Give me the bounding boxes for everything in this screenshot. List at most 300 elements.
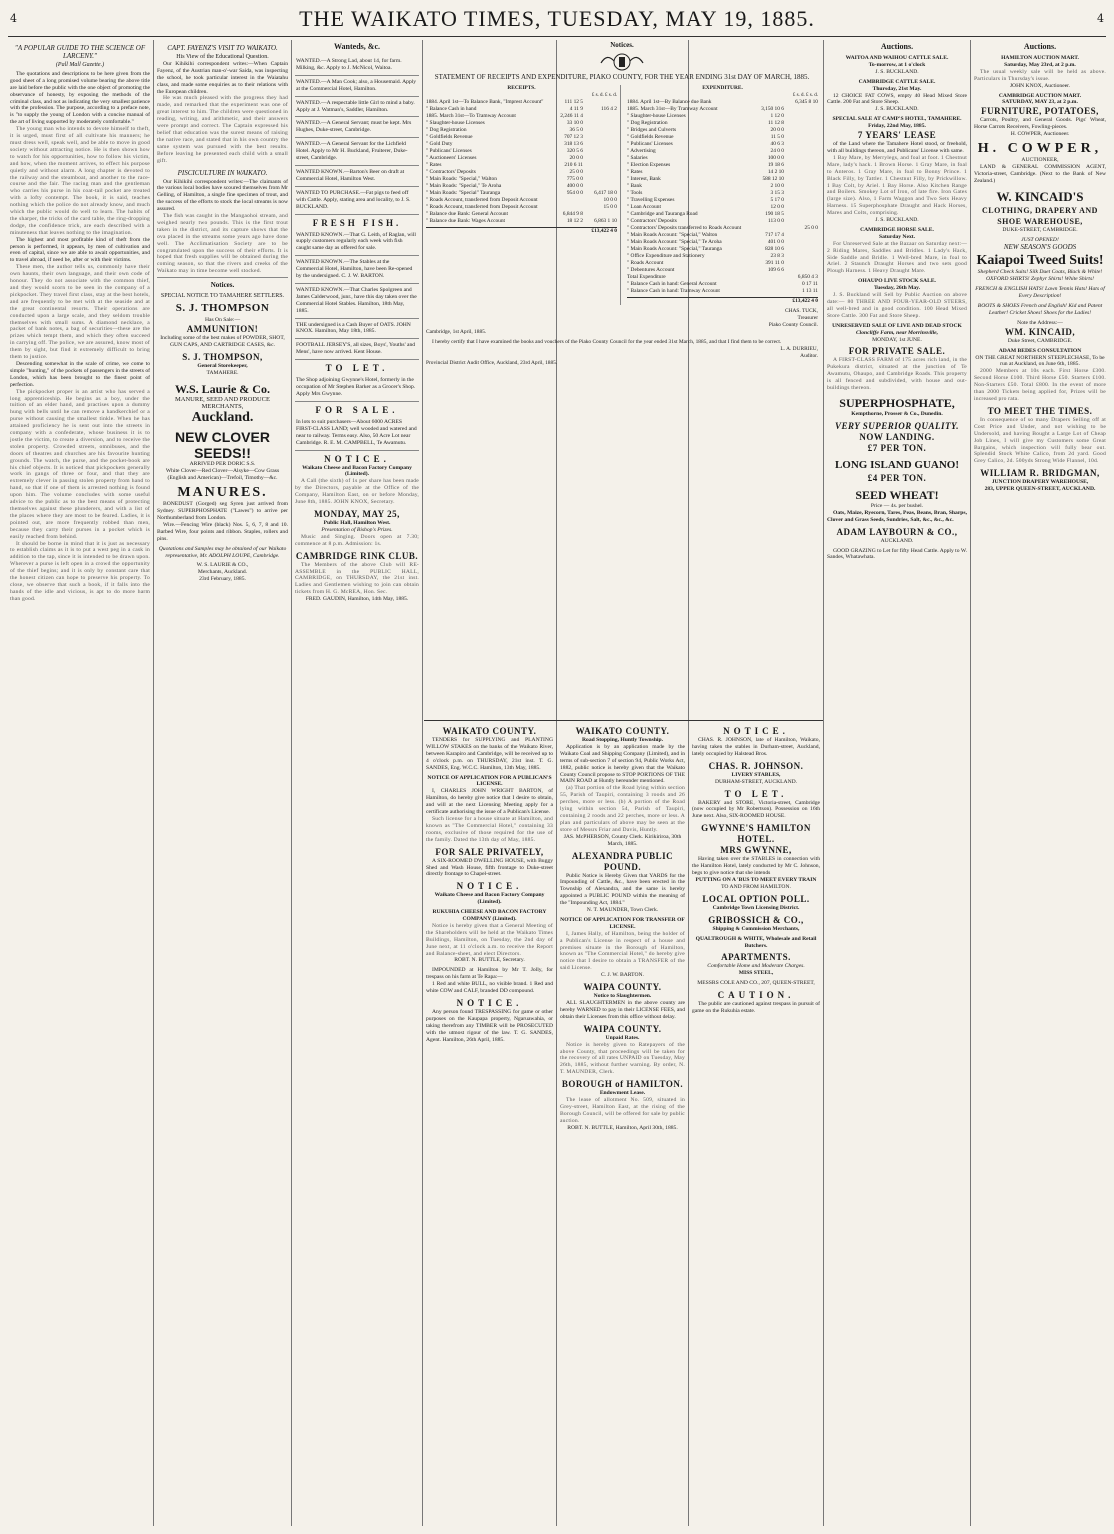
statement-label: " Contractors' Deposits xyxy=(627,218,677,224)
statement-label: " Rates xyxy=(627,169,643,175)
statement-amount: 320 5 6 xyxy=(566,148,583,154)
tender-text: TENDERS for SUPPLYING and PLANTING WILLOW STAKES on the banks of the Waikato River, between Karapiro and Cambridge, will be received up to 4 o'clock p.m. on THURSDAY, 21st inst. T. G. SANDES, Eng. W.C.C. Hamilton, 13th May, 1885. xyxy=(426,737,553,771)
article-body: The fish was caught in the Mangaohoi stream, and weighed nearly two pounds. This is the first trout taken in the district, and its capture shows that the ova placed in the streams some years ago have done well. The Acclimatisation Society are to be congratulated upon the success of their efforts. It is hoped that fresh supplies will be obtained during the coming season, so that the rivers and creeks of the Waikato may in time become well stocked. xyxy=(157,213,288,275)
statement-row xyxy=(627,162,818,169)
french-hats: FRENCH & ENGLISH HATS! Lawn Tennis Hats! Hats of Every Description! xyxy=(975,286,1105,300)
cowper-role: AUCTIONEER, xyxy=(1021,157,1059,164)
article-paragraph: Our Kihikihi correspondent writes:—When Captain Fayenz, of the Austrian man-o'-war Saida, was inspecting the school, he took particular interest in the Waiatahu class, and made some enquiries as to their relations with the European children. xyxy=(157,60,288,95)
notice-title: SPECIAL NOTICE TO TAMAHERE SETTLERS. xyxy=(160,293,285,300)
statement-row xyxy=(627,99,818,106)
notice-app-heading: NOTICE OF APPLICATION FOR A PUBLICAN'S LICENSE. xyxy=(427,774,552,788)
statement-label: " Balance Cash in hand: General Account xyxy=(627,281,717,287)
statement-row xyxy=(627,260,818,267)
statement-label: " Debentures Account xyxy=(627,267,675,273)
laybourn-place: AUCKLAND. xyxy=(880,537,914,544)
impounded-list: 1 Red and white BULL, no visible brand. 1 Red and white COW and CALF, branded DD compound. xyxy=(426,981,553,995)
notice-body: Such license for a house situate at Hamilton, and known as "The Commercial Hotel," containing 33 rooms, exclusive of those required for the use of the family. Dated the 13th day of May, 1885. xyxy=(426,815,553,843)
audit-office: Provincial District Audit Office, Auckland, 23rd April, 1885. xyxy=(426,360,558,366)
statement-label: " Election Expenses xyxy=(627,162,671,168)
statement-label: " Auctioneers' Licenses xyxy=(426,155,477,161)
statement-label: " Slaughter-house Licenses xyxy=(426,120,485,126)
article-body: The pickpocket proper is an artist who has served a long apprenticeship. He begins as a boy, under the tuition of an elder hand, and practises upon a dummy hung with bells until he can remove a handkerchief or a purse without causing the smallest tinkle. When he has attained proficiency he is sent out into the streets in company with a confederate, whose business it is to jostle the victim, to create a diversion, and to receive the stolen property. Crowded streets, omnibuses, and the doors of theatres and churches are his favourite hunting grounds. The watch, the purse, and the pocket-book are his chief objects. It is noticed that pickpockets generally work in gangs of three or four, and that they are extremely clever in passing stolen property from hand to hand, so that if one of them is arrested nothing is found upon him. The volume concludes with some useful advice to the public as to the best means of protecting themselves against these plunderers, and with a list of the places where they are most to be feared. Ladies, it is pointed out, are more frequently robbed than men, because they carry their purses in a pocket which is easily reached from behind. xyxy=(10,388,150,540)
statement-amount: 109 6 6 xyxy=(767,267,784,273)
waipa-heading: WAIPA COUNTY. xyxy=(583,1023,662,1034)
cowper-text: LAND & GENERAL COMMISSION AGENT, Victoria-street, Cambridge. (Next to the Bank of New Zealand.) xyxy=(974,163,1106,184)
statement-label: " Balance Cash in hand xyxy=(426,106,477,112)
notices-heading: Notices. xyxy=(157,277,288,290)
statement-label: 1885. March 31st—To Tramway Account xyxy=(426,113,516,119)
adam-bedes-heading: ADAM BEDES CONSULTATION xyxy=(998,347,1082,354)
statement-subtotal: 0 17 11 xyxy=(802,281,818,287)
statement-subtotal xyxy=(784,190,818,197)
column-divider xyxy=(823,40,824,1526)
guano-price: £4 PER TON. xyxy=(867,472,927,483)
statement-row xyxy=(426,183,617,190)
fresh-fish-heading: FRESH FISH. xyxy=(312,217,402,228)
tolet-heading: TO LET. xyxy=(325,363,389,374)
statement-row xyxy=(627,267,818,274)
qualtrough-ad: QUALTROUGH & WHITE, Wholesale and Retail Butchers. xyxy=(695,935,817,949)
column-4 xyxy=(426,726,553,1528)
kempthorne-name: Kempthorne, Prosser & Co., Dunedin. xyxy=(851,410,943,417)
expenditure-table xyxy=(627,85,818,305)
statement-label: " Cambridge and Tauranga Road xyxy=(627,211,698,217)
statement-subtotal xyxy=(583,176,617,183)
buckland-sign: J. S. BUCKLAND. xyxy=(875,68,919,75)
statement-row xyxy=(426,120,617,127)
transfer-body: I, James Hally, of Hamilton, being the holder of a Publican's License in respect of a house and premises situate in the Borough of Hamilton, known as "The Commercial Hotel," do hereby give notice that I desire to obtain a TRANSFER of the said License. xyxy=(560,930,685,972)
page-number-left: 4 xyxy=(10,12,17,25)
notice-body: A Call (the sixth) of 1s per share has been made by the Directors, payable at the Office of the Company, Hamilton East, on or before Monday, June 8th, 1885. JOHN KNOX, Secretary. xyxy=(295,478,419,506)
statement-label: " Goldfields Revenue xyxy=(426,134,473,140)
wanted-ad: WANTED.—A respectable little Girl to mind a baby. Apply at J. Watman's, Saddler, Hamilton. xyxy=(295,97,419,118)
choice-text: 12 CHOICE FAT COWS, empty 40 Head Mixed Store Cattle. 200 Fat and Store Sheep. xyxy=(827,92,967,106)
article-paragraph: The quotations and descriptions to be here given from the good sheet of a long promised volume bearing the above title are laid before the public with the one object of promoting the observance of honesty, by exposing the methods of the criminal class, and not as indicating the very smallest patience with the profession. The purpose, according to a preface note, is "to supply the young of London with a concise manual of the art of living supported by moderately comfortable." xyxy=(10,70,150,126)
statement-label: " Balance Cash in hand: Tramway Account xyxy=(627,288,720,294)
statement-label: " Main Roads Account: "Special," Te Aroha xyxy=(627,239,722,245)
waikato-county-heading: WAIKATO COUNTY. xyxy=(442,726,537,736)
statement-subtotal xyxy=(583,120,617,127)
consultation-body: 2000 Members at 10s each. First Horse £300. Second Horse £100. Third Horse £50. Starters £100. Non-Starters £50. Total £800. In the event of more than 2000 Tickets being applied for, Prizes will be increased pro rata. xyxy=(974,368,1106,402)
cowper-sign: H. COWPER, Auctioneer. xyxy=(1010,131,1070,138)
tolet-ad: The Shop adjoining Gwynne's Hotel, formerly in the occupation of Mr Stephen Barker as a Grocer's Shop. Apply Mrs Gwynne. xyxy=(295,374,419,402)
kincaid-address-2: Duke Street, CAMBRIDGE. xyxy=(1007,337,1073,344)
expenditure-total: £13,422 4 0 xyxy=(627,297,818,305)
statement-row xyxy=(627,232,818,239)
statement-subtotal: 6,417 18 0 xyxy=(594,190,617,196)
statement-row xyxy=(426,99,617,106)
statement-subtotal: 116 4 2 xyxy=(601,106,617,112)
statement-row xyxy=(627,211,818,218)
statement-amount: 23 8 3 xyxy=(770,253,784,259)
statement-row xyxy=(627,106,818,113)
statement-subtotal xyxy=(784,155,818,162)
article-body: He was much pleased with the progress they had made, and remarked that the experiment was one of great interest to him. The children were questioned in reading, writing, and arithmetic, and their answers were prompt and correct. The Captain expressed his belief that education was the surest means of raising the native race, and stated that in his own country the same system was pursued with the best results. Before leaving he presented each child with a small gift. xyxy=(157,95,288,164)
statement-subtotal xyxy=(784,113,818,120)
statement-label: " Dog Registration xyxy=(627,120,668,126)
road-stopping-body: (a) That portion of the Road lying within section 55, Parish of Taupiri, containing 3 roods and 26 perches, more or less. (b) A portion of the Road lying within section 54, Parish of Taupiri, containing 2 roods and 22 perches, more or less. A plan and particulars of above may be seen at the store of Messrs Friar and Davis, Huntly. xyxy=(560,785,685,833)
forsale-private-heading: FOR SALE PRIVATELY, xyxy=(435,846,544,857)
seed-wheat-heading: SEED WHEAT! xyxy=(855,487,939,502)
lease-body: 1 Bay Mare, by Merrylegs, and foal at foot. 1 Chestnut Mare, lady's hack. 1 Brown Horse. 1 Gray Mare, in foal to Anteros. 1 Gray Mare, in foal to Bonny Prince. 1 Black Filly, by Tattler. 1 Chestnut Filly, by Prickwillow. 1 Bay Colt, by Ariel. 1 Bay Horse. Also Kitchen Range and Boilers. Smokey Lot of Iron, of late fire. Iron Gates (large size). Also, 1 Farm Waggon and Two Sets Heavy Harness. 15 Superphosphate Draught and Hack Horses, Mares and Colts, comprising. xyxy=(827,154,967,217)
notice-heading: NOTICE. xyxy=(723,726,789,736)
apartments-heading: APARTMENTS. xyxy=(721,952,791,963)
laurie-sign: W. S. LAURIE & CO., xyxy=(196,562,249,569)
article-paragraph: Our Kihikihi correspondent writes:—The claimants of the various local bodies have scoured themselves from Mr Gelling, of Hamilton, a single fine specimen of trout, and the success of the efforts to stock the local streams is now assured. xyxy=(157,178,288,213)
transfer-heading: NOTICE OF APPLICATION FOR TRANSFER OF LICENSE. xyxy=(560,916,685,930)
expenditure-rows xyxy=(627,99,818,295)
statement-row xyxy=(627,155,818,162)
waitoa-heading: WAITOA AND WAIHOU CATTLE SALE. xyxy=(845,55,949,61)
notice-heading: NOTICE. xyxy=(456,881,523,892)
unpaid-body: Notice is hereby given to Ratepayers of the above County, that proceedings will be taken for the recovery of all rates UNPAID on Tuesday, May 26th, 1885, without further warning. By order, N. T. MAUNDER, Clerk. xyxy=(560,1041,685,1076)
football-ad: FOOTBALL JERSEY'S, all sizes, Boys', Youths' and Mens', have now arrived. Kent House. xyxy=(295,339,419,360)
hamilton-mart-date: Saturday, May 23rd, at 2 p.m. xyxy=(1004,61,1076,68)
statement-label: " Balance due Bank: General Account xyxy=(426,211,508,217)
article-paragraph: The highest and most profitable kind of theft from the person is performed, it appears, by men of cultivation and even of capital, since we are able to await opportunities, and to travel abroad, if need be, after or with their victims. xyxy=(10,236,150,264)
statement-amount: 828 10 6 xyxy=(765,246,784,252)
kincaid-sub: CLOTHING, DRAPERY AND SHOE WAREHOUSE, xyxy=(982,205,1098,226)
statement-row xyxy=(627,183,818,190)
statement-row xyxy=(627,141,818,148)
statement-amount: 40 6 3 xyxy=(770,141,784,147)
statement-amount: 24 0 0 xyxy=(770,148,784,154)
statement-subtotal xyxy=(583,113,617,120)
cloncliffe-name: Cloncliffe Farm, near Morrinsville, xyxy=(855,329,939,336)
now-landing: NOW LANDING. xyxy=(859,431,935,442)
note-address: Note the Address:— xyxy=(1017,319,1063,326)
kincaid-address: DUKE-STREET, CAMBRIDGE. xyxy=(1002,226,1078,233)
borough-heading: BOROUGH of HAMILTON. xyxy=(561,1079,684,1090)
statement-subtotal xyxy=(784,176,818,183)
hamilton-mart-heading: HAMILTON AUCTION MART. xyxy=(1001,55,1079,61)
kincaid-name: WM. KINCAID, xyxy=(1004,326,1076,337)
gwynne-name: MRS GWYNNE, xyxy=(720,845,792,856)
wire-text: Wire.—Fencing Wire (black) Nos. 5, 6, 7, 8 and 10. Barbed Wire, four points and ribbon. Staples, rollers and pins. xyxy=(157,521,288,542)
statement-subtotal xyxy=(784,127,818,134)
statement-subtotal xyxy=(583,211,617,218)
statement-subtotal xyxy=(784,183,818,190)
article-source: (Pall Mall Gazette.) xyxy=(55,62,105,68)
thompson-role: General Storekeeper, xyxy=(197,362,248,369)
grains-list: Oats, Maize, Ryecorn, Tares, Peas, Beans, Bran, Sharps, Clover and Grass Seeds, Sundries, Salt, &c., &c., &c. xyxy=(827,509,967,523)
statement-amount: 4 11 9 xyxy=(569,106,583,112)
alexandra-heading: ALEXANDRA PUBLIC POUND. xyxy=(571,850,674,872)
statement-amount: 12 0 0 xyxy=(770,204,784,210)
statement-subtotal xyxy=(784,246,818,253)
money-columns: £ s. d. £ s. d. xyxy=(792,93,818,98)
statement-label: " Contractors' Deposits transferred to Roads Account xyxy=(627,225,742,231)
statement-amount: 25 0 0 xyxy=(569,169,583,175)
grazing-ad: GOOD GRAZING to Let for fifty Head Cattle. Apply to W. Sandes, Whatawhata. xyxy=(827,547,967,561)
wanteds-heading: Wanteds, &c. xyxy=(334,42,380,51)
alexandra-text: Public Notice is Hereby Given that YARDS for the Impounding of Cattle, &c., have been erected in the Township of Alexandra, and the same is hereby appointed a PUBLIC POUND within the meaning of the "Impounding Act, 1884." xyxy=(560,872,685,907)
bridgman-sub: JUNCTION DRAPERY WAREHOUSE, xyxy=(991,479,1089,486)
column-divider xyxy=(422,40,423,1526)
local-option-sub: Cambridge Town Licensing District. xyxy=(712,904,800,911)
statement-amount: 717 17 4 xyxy=(765,232,784,238)
statement-amount: 707 12 3 xyxy=(564,134,583,140)
caution-text: The public are cautioned against trespass in pursuit of game on the Rukuhia estate. xyxy=(692,1001,820,1015)
treasurer-sign: CHAS. TUCK, xyxy=(785,308,818,314)
statement-subtotal xyxy=(784,239,818,246)
impounded-text: IMPOUNDED at Hamilton by Mr T. Jolly, for trespass on his farm at Te Rapa:— xyxy=(426,967,553,981)
statement-subtotal xyxy=(784,253,818,260)
statement-label: " Travelling Expenses xyxy=(627,197,675,203)
statement-amount: 401 0 0 xyxy=(767,239,784,245)
statement-amount: 2 10 0 xyxy=(770,183,784,189)
caution-heading: CAUTION. xyxy=(717,990,795,1001)
column-5 xyxy=(560,726,685,1528)
endowment-body: The lease of allotment No. 509, situated in Grey-street, Hamilton East, at the rising of the Borough Council, will be offered for sale by public auction. xyxy=(560,1097,685,1124)
statement-row xyxy=(426,155,617,162)
tolet-text: BAKERY and STORE, Victoria-street, Cambridge (now occupied by Mr Robertson). Possession on 16th June next. Also, SIX-ROOMED HOUSE. xyxy=(692,799,820,820)
statement-subtotal xyxy=(784,148,818,155)
meet-times-heading: TO MEET THE TIMES. xyxy=(987,405,1093,416)
statement-amount: 18 12 2 xyxy=(566,218,583,224)
special-sale-heading: SPECIAL SALE AT CAMP'S HOTEL, TAMAHERE. xyxy=(832,116,962,123)
new-goods: NEW SEASON'S GOODS xyxy=(1003,242,1077,251)
thompson-line: Has On Sale:— xyxy=(204,317,241,324)
apartments-text: Comfortable Home and Moderate Charges. xyxy=(707,963,805,970)
hamilton-mart-body: The usual weekly sale will be held as above. Particulars in Thursday's issue. xyxy=(974,68,1106,82)
statement-place-date: Cambridge, 1st April, 1885. xyxy=(426,329,487,335)
private-sale-body: A FIRST-CLASS FARM of 175 acres rich land, in the Pukekura district, situated at the junction of Te Awamutu, Ohaupo, and Cambridge Roads. This property is all fenced and subdivided, with house and out-buildings thereon. xyxy=(827,357,967,392)
column-8-auctions xyxy=(974,40,1106,1528)
mcpherson-sign: JAS. McPHERSON, County Clerk. Kirikiriroa, 30th March, 1885. xyxy=(563,833,682,847)
manures-text: BONEDUST (Gorged) seg Syren just arrived from Sydney. SUPERPHOSPHATE ("Lawes") to arrive per Northumberland from London. xyxy=(157,501,288,521)
treasurer-body: Piako County Council. xyxy=(768,322,818,328)
quotations-text: Quotations and Samples may be obtained of our Waikato representative, Mr. ADOLPH LOUPE, Cambridge. xyxy=(158,545,287,559)
statement-subtotal: 6,863 1 10 xyxy=(594,218,617,224)
statement-subtotal: 25 0 0 xyxy=(804,225,818,231)
livery-address: DURHAM-STREET, AUCKLAND. xyxy=(714,778,798,785)
royal-crest-icon xyxy=(597,51,647,71)
masthead-rule xyxy=(8,36,1106,37)
statement-subtotal xyxy=(784,134,818,141)
wanted-ad: WANTED TO PURCHASE.—Fat pigs to feed off with Cattle. Apply, stating area and locality, to J. S. BUCKLAND. xyxy=(295,187,419,215)
bishop-prizes: Presentation of Bishop's Prizes. xyxy=(321,526,393,533)
statement-subtotal xyxy=(583,141,617,148)
statement-amount: 2,246 11 4 xyxy=(560,113,583,119)
statement-row xyxy=(627,134,818,141)
statement-row xyxy=(627,169,818,176)
statement-row xyxy=(426,211,617,218)
laurie-name: W.S. Laurie & Co. xyxy=(175,381,270,396)
forsale-ad: In lots to suit purchasers—About 6000 ACRES FIRST-CLASS LAND; well wooded and watered and near to railway. Terms easy. Also, 50 Acre Lot near Cambridge. R. E. M. CAMPBELL, Te Awamutu. xyxy=(295,416,419,451)
statement-amount xyxy=(750,225,784,232)
wanted-ad: WANTED.—A Man Cook; also, a Housemaid. Apply at the Commercial Hotel, Hamilton. xyxy=(295,76,419,97)
statement-subtotal: 1 13 11 xyxy=(802,288,818,294)
statement-row xyxy=(426,127,617,134)
tomorrow-time: To-morrow, at 1 o'clock xyxy=(868,61,926,68)
buckland-sign: J. S. BUCKLAND. xyxy=(875,106,919,113)
statement-row xyxy=(426,148,617,155)
column-divider xyxy=(153,40,154,1526)
statement-amount: 1 12 0 xyxy=(770,113,784,119)
bus-route: TO AND FROM HAMILTON. xyxy=(721,883,791,890)
statement-amount: 391 11 0 xyxy=(765,260,784,266)
statement-label: 1885. March 31st—By Tramway Account xyxy=(627,106,718,112)
statement-label: " Dog Registration xyxy=(426,127,467,133)
statement-subtotal xyxy=(784,204,818,211)
statement-amount: 3,150 10 6 xyxy=(761,106,784,112)
article-body: The young man who intends to devote himself to theft, it is urged, must first of all cultivate his manners; he must dress well, speak well, and be able to move in good society without attracting notice. He is then shown how to watch for his opportunities, how to follow his victim, and how, when the moment arrives, to effect his purpose quietly and without alarm. A long chapter is devoted to the railway and the steamboat, and another to the race-course and the fair. The racing man and the gentleman who carries his purse in his coat-tail pocket are treated with a lofty contempt. The book, it is said, teaches nothing which the police do not already know, and much which the public would do well to learn. The habits of the sharper, the tricks of the card table, the ring-dropping dodge, the confidence trick, are each described with a minuteness that leaves nothing to the imagination. xyxy=(10,126,150,236)
notices-heading: Notices. xyxy=(610,41,634,49)
statement-row xyxy=(627,281,818,288)
statement-row xyxy=(627,204,818,211)
public-hall: Public Hall, Hamilton West. xyxy=(323,519,391,526)
cambridge-cattle-heading: CAMBRIDGE CATTLE SALE. xyxy=(858,78,936,85)
johnson-name: CHAS. R. JOHNSON. xyxy=(708,760,804,771)
gwynne-hotel-heading: GWYNNE'S HAMILTON HOTEL. xyxy=(701,823,811,845)
statement-subtotal xyxy=(784,211,818,218)
trespass-text: Any person found TRESPASSING for game or other purposes on the Kaupapa property, Ngaruawahia, or taking therefrom any TIMBER will be PROSECUTED with the utmost rigour of the law. T. G. SANDES, Agent. Hamilton, 26th April, 1885. xyxy=(426,1009,553,1043)
very-superior: VERY SUPERIOR QUALITY. xyxy=(834,420,960,431)
article-body: It should be borne in mind that it is just as necessary to establish claims as it is to put a west peg in a cask in addition to the tap, since it is intended to be drawn upon. Wherever a purse is left open in a crowd the opportunity of the thief begins; and it is only by constant care that the honest citizen can hope to preserve his property. To close, we observe that such a book, if it falls into the hands of the idle and vicious, is apt to do more harm than good. xyxy=(10,540,150,602)
laybourn-name: ADAM LAYBOURN & CO., xyxy=(836,526,958,537)
thompson-line: Including some of the best makes of POWDER, SHOT, GUN CAPS, AND CARTRIDGE CASES, &c. xyxy=(160,335,285,348)
barton-sign: C. J. W. BARTON. xyxy=(601,972,644,979)
gwynne-text: Having taken over the STABLES in connection with the Hamilton Hotel, lately conducted by Mr C. Johnson, begs to give notice that she intends xyxy=(692,856,820,877)
page-number-right: 4 xyxy=(1097,12,1104,25)
thompson-name: S. J. THOMPSON xyxy=(175,302,270,315)
statement-amount: 33 10 0 xyxy=(566,120,583,126)
statement-row xyxy=(426,190,617,197)
statement-row xyxy=(426,218,617,225)
statement-amount: 20 0 0 xyxy=(569,155,583,161)
monday-heading: MONDAY, MAY 25, xyxy=(314,508,400,519)
statement-label: 1884. April 1st—By Balance due Bank xyxy=(627,99,712,105)
wanted-ad: WANTED.—A General Servant; must be kept. Mrs Hughes, Duke-street, Cambridge. xyxy=(295,117,419,138)
shepherd-list: Shepherd Check Suits! Silk Duet Coats, Black & White! OXFORD SHIRTS! Zephyr Shirts! White Shirts! xyxy=(977,269,1103,283)
waikato-county-heading: WAIKATO COUNTY. xyxy=(575,726,670,736)
furniture-text: Carrots, Poultry, and General Goods. Pigs' Wheat, Horse Carrots Receivers, Fowling-pieces. xyxy=(974,117,1106,131)
statement-amount: 5 17 0 xyxy=(770,197,784,203)
statement-rule xyxy=(424,720,823,721)
ohaupo-body: J. S. Buckland will Sell by Public Auction on above date:— 80 THREE AND FOUR-YEAR-OLD STEERS, all well-bred and in good condition. 100 Head Mixed Store Cattle. 300 Fat and Store Sheep. xyxy=(827,292,967,319)
statement-row xyxy=(426,134,617,141)
statement-label: " Main Roads: "Special," Walton xyxy=(426,176,497,182)
cambridge-horse-heading: CAMBRIDGE HORSE SALE. xyxy=(860,226,934,233)
statement-row xyxy=(627,120,818,127)
adam-bedes-sub: ON THE GREAT NORTHERN STEEPLECHASE, To be run at Auckland, on June 6th, 1885. xyxy=(975,354,1105,368)
furniture-heading: FURNITURE, POTATOES, xyxy=(981,106,1099,117)
statement-label: " Rates xyxy=(426,162,442,168)
manures-heading: MANURES. xyxy=(177,485,268,501)
expenditure-heading: EXPENDITURE. xyxy=(702,85,743,91)
statement-amount xyxy=(549,204,583,211)
statement-amount xyxy=(549,197,583,204)
bridgman-address: 283, UPPER QUEEN-STREET, AUCKLAND. xyxy=(984,486,1096,493)
statement-row xyxy=(627,225,818,232)
steel-name: MISS STEEL, xyxy=(738,970,774,977)
thompson-name-2: S. J. THOMPSON, xyxy=(182,351,263,362)
notice-subheading: Waikato Cheese and Bacon Factory Company (Limited). xyxy=(302,464,412,478)
article-heading: PISCICULTURE IN WAIKATO. xyxy=(177,168,268,177)
forsale-private-text: A SIX-ROOMED DWELLING HOUSE, with Buggy Shed and Wash House, fifth frontage to Duke-street directly frontage to Chapel-street. xyxy=(426,857,553,878)
statement-subtotal xyxy=(784,260,818,267)
trespass-heading: NOTICE. xyxy=(456,998,523,1008)
friday-date: Friday, 22nd May, 1885. xyxy=(868,123,926,130)
statement-subtotal xyxy=(784,120,818,127)
private-sale-heading: FOR PRIVATE SALE. xyxy=(848,346,946,357)
clover-sub: ARRIVED PER DORIC S.S. xyxy=(189,461,256,468)
statement-amount: 775 0 0 xyxy=(566,176,583,182)
statement-label: " Bridges and Culverts xyxy=(627,127,677,133)
statement-label: " Gold Duty xyxy=(426,141,453,147)
statement-subtotal: 6,850 4 3 xyxy=(797,274,818,280)
road-stopping-text: Application is by an application made by the Waikato Coal and Shipping Company (Limited), and in terms of sub-section 7 of section 94, Public Works Act, 1882, public notice is hereby given that the Waikato County Council propose to STOP PORTIONS OF THE MAIN ROAD at Huntly hereunder mentioned. xyxy=(560,743,685,785)
slaughter-text: ALL SLAUGHTERMEN in the above county are hereby WARNED to pay in their LICENSE FEES, and obtain their Licenses from this office without delay. xyxy=(560,1000,685,1020)
statement-amount: 3 15 3 xyxy=(770,190,784,196)
statement-label: 1884. April 1st—To Balance Bank, "Imprest Account" xyxy=(426,99,544,105)
laurie-date: 23rd February, 1885. xyxy=(199,576,246,583)
knox-sign: JOHN KNOX, Auctioneer. xyxy=(1009,82,1071,89)
statement-label: " Publicans' Licenses xyxy=(627,141,673,147)
statement-label: " Main Roads: "Special" Tauranga xyxy=(426,190,501,196)
statement-subtotal xyxy=(583,169,617,176)
column-2 xyxy=(157,40,288,1528)
statement-subtotal xyxy=(784,232,818,239)
wanted-ad: WANTED KNOWN.—That Charles Spolgreen and James Calderwood, junr., have this day taken over the Commercial Hotel Stables. Hamilton, 18th May, 1885. xyxy=(295,284,419,319)
newspaper-title: THE WAIKATO TIMES, TUESDAY, MAY 19, 1885. xyxy=(299,6,815,31)
statement-amount: 19 18 6 xyxy=(767,162,784,168)
statement-row xyxy=(627,113,818,120)
statement-label: " Roads Account, transferred from Deposit Account xyxy=(426,204,538,210)
buttle-sign: ROBT. N. BUTTLE, Hamilton, April 30th, 1885. xyxy=(567,1124,678,1131)
statement-row xyxy=(426,169,617,176)
statement-subtotal: 15 0 0 xyxy=(603,204,617,210)
statement-amount: 11 5 0 xyxy=(770,134,784,140)
receipts-table xyxy=(426,85,621,305)
buttle-sign: ROBT. N. BUTTLE, Secretary. xyxy=(454,957,525,964)
wanted-ad: WANTED KNOWN.—That G. Leith, of Raglan, will supply customers regularly each week with fish caught same day as offered for sale. xyxy=(295,229,419,257)
statement-subtotal xyxy=(583,127,617,134)
piako-statement xyxy=(426,42,818,367)
statement-label: " Goldfields Revenue xyxy=(627,134,674,140)
statement-row xyxy=(627,190,818,197)
auctions-heading: Auctions. xyxy=(880,42,914,51)
horse-sale-body: For Unreserved Sale at the Bazaar on Saturday next:— 2 Riding Mares, Saddles and Bridles. 1 Lady's Hack, Side Saddle and Bridle. 1 Well-bred Mare, in foal to Ariel. 2 Staunch Draught Horses and two sets good Plough Harness. 1 Heavy Draught Mare. xyxy=(827,240,967,275)
statement-label: " Advertising xyxy=(627,148,656,154)
statement-subtotal xyxy=(784,106,818,113)
statement-row xyxy=(426,176,617,183)
article-heading: CAPT. FAYENZ'S VISIT TO WAIKATO. xyxy=(167,44,278,52)
laurie-sign-sub: Merchants, Auckland. xyxy=(197,569,248,576)
meet-times-body: In consequence of so many Drapers Selling off at Cost Price and Under, and not wishing to be Undersold, and having Bought a Large Lot of Cheap Job Lines, I will give my Customers some Great Bargains, which inspection will fully bear out. Splendid Stock White Calico, from 2d yard. Good Grey Calico, 2d. 500yds Strong Wide Flannel, 10d. xyxy=(974,416,1106,465)
ohaupo-heading: OHAUPO LIVE STOCK SALE. xyxy=(858,278,936,285)
road-stopping-heading: Road Stopping, Huntly Township. xyxy=(582,737,663,743)
statement-row xyxy=(627,246,818,253)
column-3-wanteds xyxy=(295,40,419,1528)
rink-body: Music and Singing. Doors open at 7.30; commence at 8 p.m. Admission: 1s. xyxy=(295,533,419,547)
livery-heading: LIVERY STABLES, xyxy=(731,771,781,778)
statement-label: " Salaries xyxy=(627,155,648,161)
laurie-place: Auckland. xyxy=(191,410,254,426)
statement-label: Total Expenditure xyxy=(627,274,666,280)
ammunition-heading: AMMUNITION! xyxy=(186,324,259,334)
statement-amount xyxy=(750,99,784,106)
rukuhia-heading: RUKUHIA CHEESE AND BACON FACTORY COMPANY (Limited). xyxy=(432,909,547,923)
statement-row xyxy=(627,253,818,260)
treasurer-role: Treasurer xyxy=(797,315,818,321)
thursday-date: Thursday, 21st May. xyxy=(872,85,922,92)
clover-list: White Clover—Red Clover—Alsyke—Cow Grass (English and American)—Trefoil, Timothy—&c. xyxy=(165,468,280,482)
statement-amount: 588 12 10 xyxy=(762,176,784,182)
statement-row xyxy=(627,176,818,183)
statement-subtotal xyxy=(583,162,617,169)
